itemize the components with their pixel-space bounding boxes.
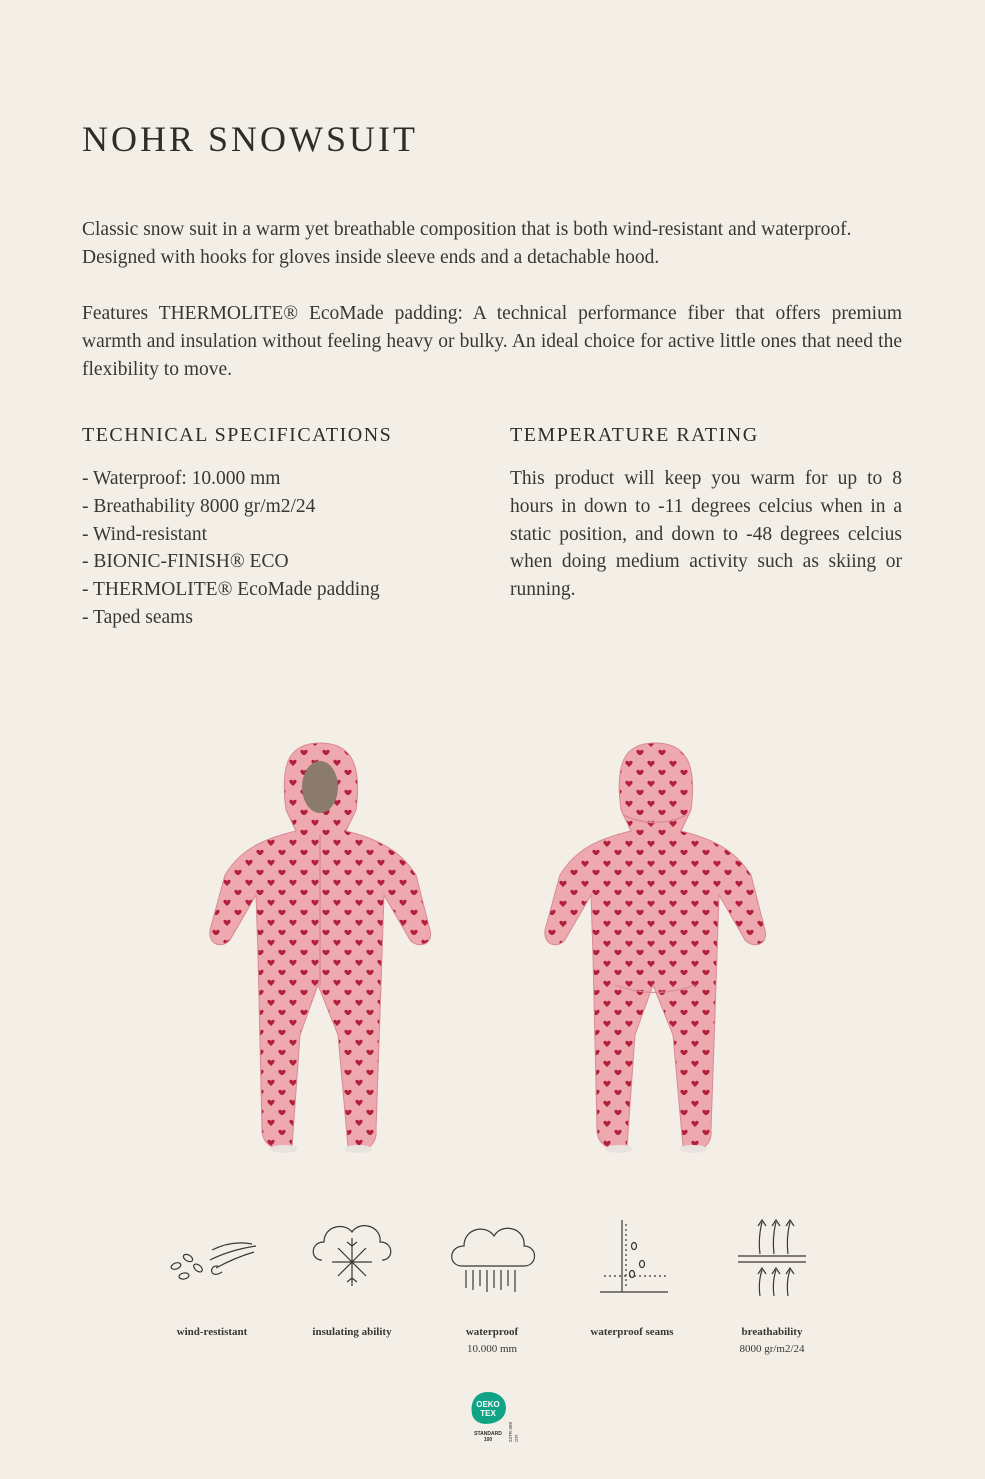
seam-drops-icon [582,1210,682,1300]
oeko-cert-code: 23TR-399 [508,1421,513,1442]
feature-waterproof [422,1210,562,1355]
temperature-rating [510,424,902,604]
feature-label: insulating ability [312,1326,392,1338]
specs-list [82,465,472,632]
feature-sub: 8000 gr/m2/24 [739,1343,805,1355]
specs-heading: TECHNICAL SPECIFICATIONS [82,424,393,446]
feature-label: breathability [741,1326,803,1338]
product-title: NOHR SNOWSUIT [82,119,418,159]
feature-label: waterproof seams [590,1326,674,1338]
spec-item: - Breathability 8000 gr/m2/24 [82,495,316,517]
feature-wind [142,1210,282,1355]
feature-label: wind-restistant [176,1326,248,1338]
wind-icon [162,1210,262,1300]
feature-label: waterproof [465,1326,519,1338]
technical-specifications [82,424,472,632]
temperature-heading: TEMPERATURE RATING [510,424,759,446]
snowsuit-back-image [535,735,775,1165]
oeko-cert-inst: OTI [514,1434,519,1442]
product-description [82,216,902,412]
description-paragraph-1: Classic snow suit in a warm yet breathable composition that is both wind-resistant and waterproof. Designed with hooks for gloves inside sleeve ends and a detachable hood. [82,219,852,268]
feature-seams [562,1210,702,1355]
temperature-text: This product will keep you warm for up to 8 hours in down to -11 degrees celcius when in a static position, and down to -48 degrees celcius when doing medium activity such as skiing or running. [510,468,902,601]
feature-breathability [702,1210,842,1355]
spec-item: - Taped seams [82,606,193,628]
feature-sub: 10.000 mm [466,1343,518,1355]
oeko-standard: STANDARD [474,1431,502,1437]
breathability-arrows-icon [722,1210,822,1300]
oeko-tex-logo [466,1390,526,1450]
snowflake-cloud-icon [302,1210,402,1300]
description-paragraph-2: Features THERMOLITE® EcoMade padding: A technical performance fiber that offers premium warmth and insulation without feeling heavy or bulky. An ideal choice for active little ones that need the flexibility to move. [82,303,902,380]
oeko-text-2: TEX [480,1409,496,1418]
snowsuit-front-image [200,735,440,1165]
spec-item: - Waterproof: 10.000 mm [82,468,281,489]
feature-insulating [282,1210,422,1355]
spec-item: - Wind-resistant [82,523,208,545]
oeko-standard-num: 100 [483,1437,493,1443]
oeko-text-1: OEKO [476,1400,500,1409]
rain-cloud-icon [442,1210,542,1300]
spec-item: - BIONIC-FINISH® ECO [82,551,289,573]
spec-item: - THERMOLITE® EcoMade padding [82,579,380,601]
feature-icons [142,1210,842,1355]
